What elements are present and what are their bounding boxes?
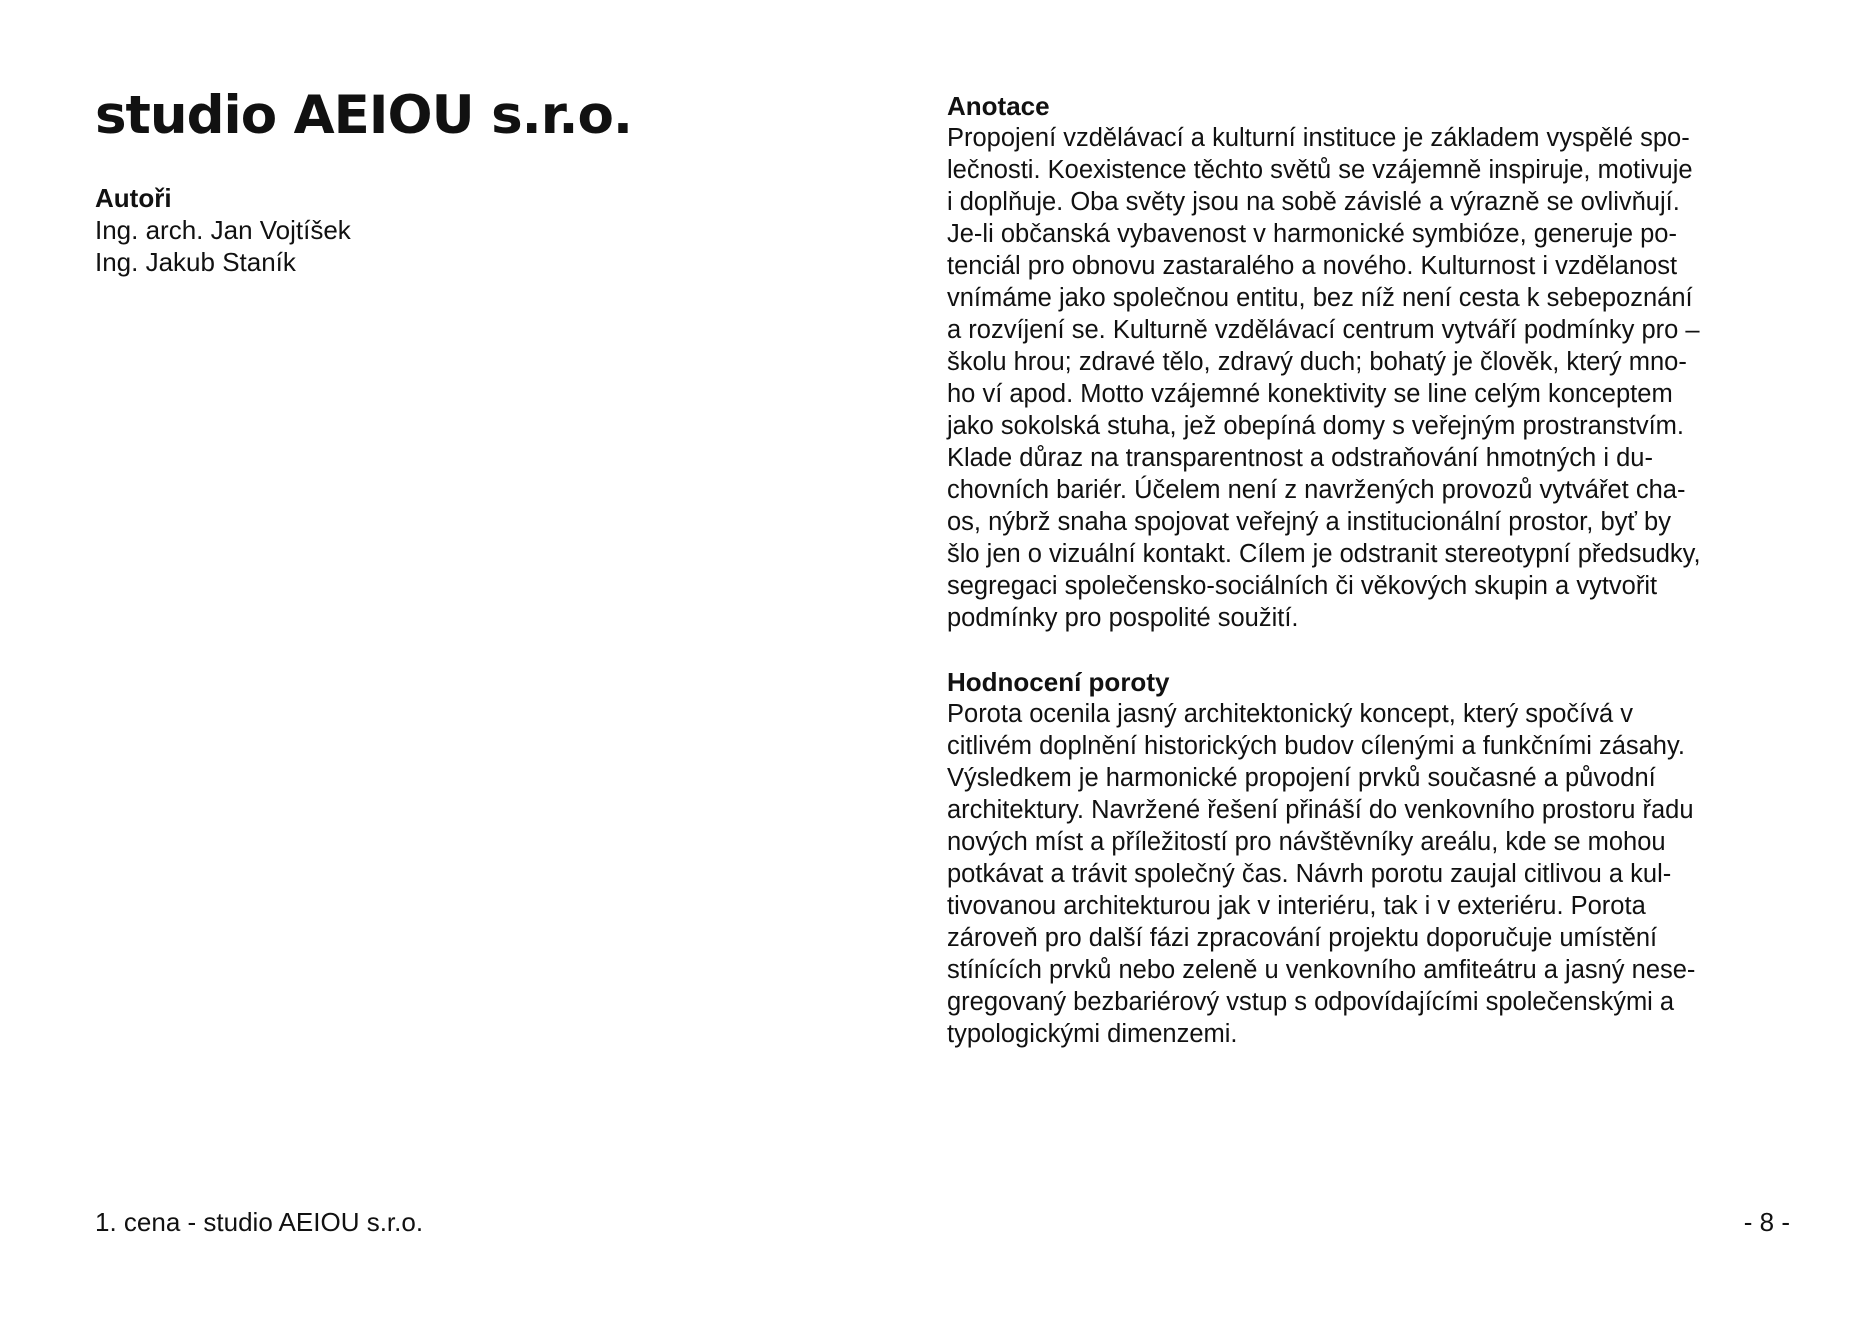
authors-block xyxy=(95,182,855,278)
text-line: Je-li občanská vybavenost v harmonické symbióze, generuje po- xyxy=(947,220,1677,248)
jury-section xyxy=(947,666,1797,1050)
jury-body xyxy=(947,698,1797,1050)
text-line: Klade důraz na transparentnost a odstraňování hmotných i du- xyxy=(947,444,1653,472)
page-number: - 8 - xyxy=(1743,1207,1790,1237)
jury-heading: Hodnocení poroty xyxy=(947,667,1170,697)
text-line: Propojení vzdělávací a kulturní instituce je základem vyspělé spo- xyxy=(947,124,1690,152)
text-line: architektury. Navržené řešení přináší do venkovního prostoru řadu xyxy=(947,796,1694,824)
page-title: studio AEIOU s.r.o. xyxy=(95,85,633,146)
text-line: a rozvíjení se. Kulturně vzdělávací centrum vytváří podmínky pro – xyxy=(947,316,1700,344)
text-line: chovních bariér. Účelem není z navržených provozů vytvářet cha- xyxy=(947,476,1686,504)
text-line: i doplňuje. Oba světy jsou na sobě závislé a výrazně se ovlivňují. xyxy=(947,188,1680,216)
text-line: Výsledkem je harmonické propojení prvků současné a původní xyxy=(947,764,1656,792)
author-name: Ing. arch. Jan Vojtíšek xyxy=(95,215,351,245)
right-column xyxy=(947,90,1797,1082)
authors-heading: Autoři xyxy=(95,183,172,213)
text-line: zároveň pro další fázi zpracování projektu doporučuje umístění xyxy=(947,924,1658,952)
footer-caption: 1. cena - studio AEIOU s.r.o. xyxy=(95,1207,424,1237)
text-line: podmínky pro pospolité soužití. xyxy=(947,604,1299,632)
text-line: tenciál pro obnovu zastaralého a nového. Kulturnost i vzdělanost xyxy=(947,252,1678,280)
text-line: potkávat a trávit společný čas. Návrh porotu zaujal citlivou a kul- xyxy=(947,860,1672,888)
text-line: gregovaný bezbariérový vstup s odpovídajícími společenskými a xyxy=(947,988,1675,1016)
left-column xyxy=(95,80,855,278)
annotation-heading: Anotace xyxy=(947,91,1050,121)
text-line: školu hrou; zdravé tělo, zdravý duch; bohatý je člověk, který mno- xyxy=(947,348,1687,376)
text-line: lečnosti. Koexistence těchto světů se vzájemně inspiruje, motivuje xyxy=(947,156,1693,184)
text-line: šlo jen o vizuální kontakt. Cílem je odstranit stereotypní předsudky, xyxy=(947,540,1701,568)
text-line: typologickými dimenzemi. xyxy=(947,1020,1238,1048)
text-line: nových míst a příležitostí pro návštěvníky areálu, kde se mohou xyxy=(947,828,1666,856)
author-name: Ing. Jakub Staník xyxy=(95,247,296,277)
text-line: citlivém doplnění historických budov cílenými a funkčními zásahy. xyxy=(947,732,1685,760)
text-line: tivovanou architekturou jak v interiéru, tak i v exteriéru. Porota xyxy=(947,892,1646,920)
annotation-section xyxy=(947,90,1797,634)
text-line: jako sokolská stuha, jež obepíná domy s veřejným prostranstvím. xyxy=(947,412,1684,440)
text-line: Porota ocenila jasný architektonický koncept, který spočívá v xyxy=(947,700,1633,728)
text-line: vnímáme jako společnou entitu, bez níž není cesta k sebepoznání xyxy=(947,284,1693,312)
text-line: os, nýbrž snaha spojovat veřejný a institucionální prostor, byť by xyxy=(947,508,1671,536)
annotation-body xyxy=(947,122,1797,634)
text-line: ho ví apod. Motto vzájemné konektivity se line celým konceptem xyxy=(947,380,1673,408)
text-line: segregaci společensko-sociálních či věkových skupin a vytvořit xyxy=(947,572,1658,600)
text-line: stínících prvků nebo zeleně u venkovního amfiteátru a jasný nese- xyxy=(947,956,1696,984)
